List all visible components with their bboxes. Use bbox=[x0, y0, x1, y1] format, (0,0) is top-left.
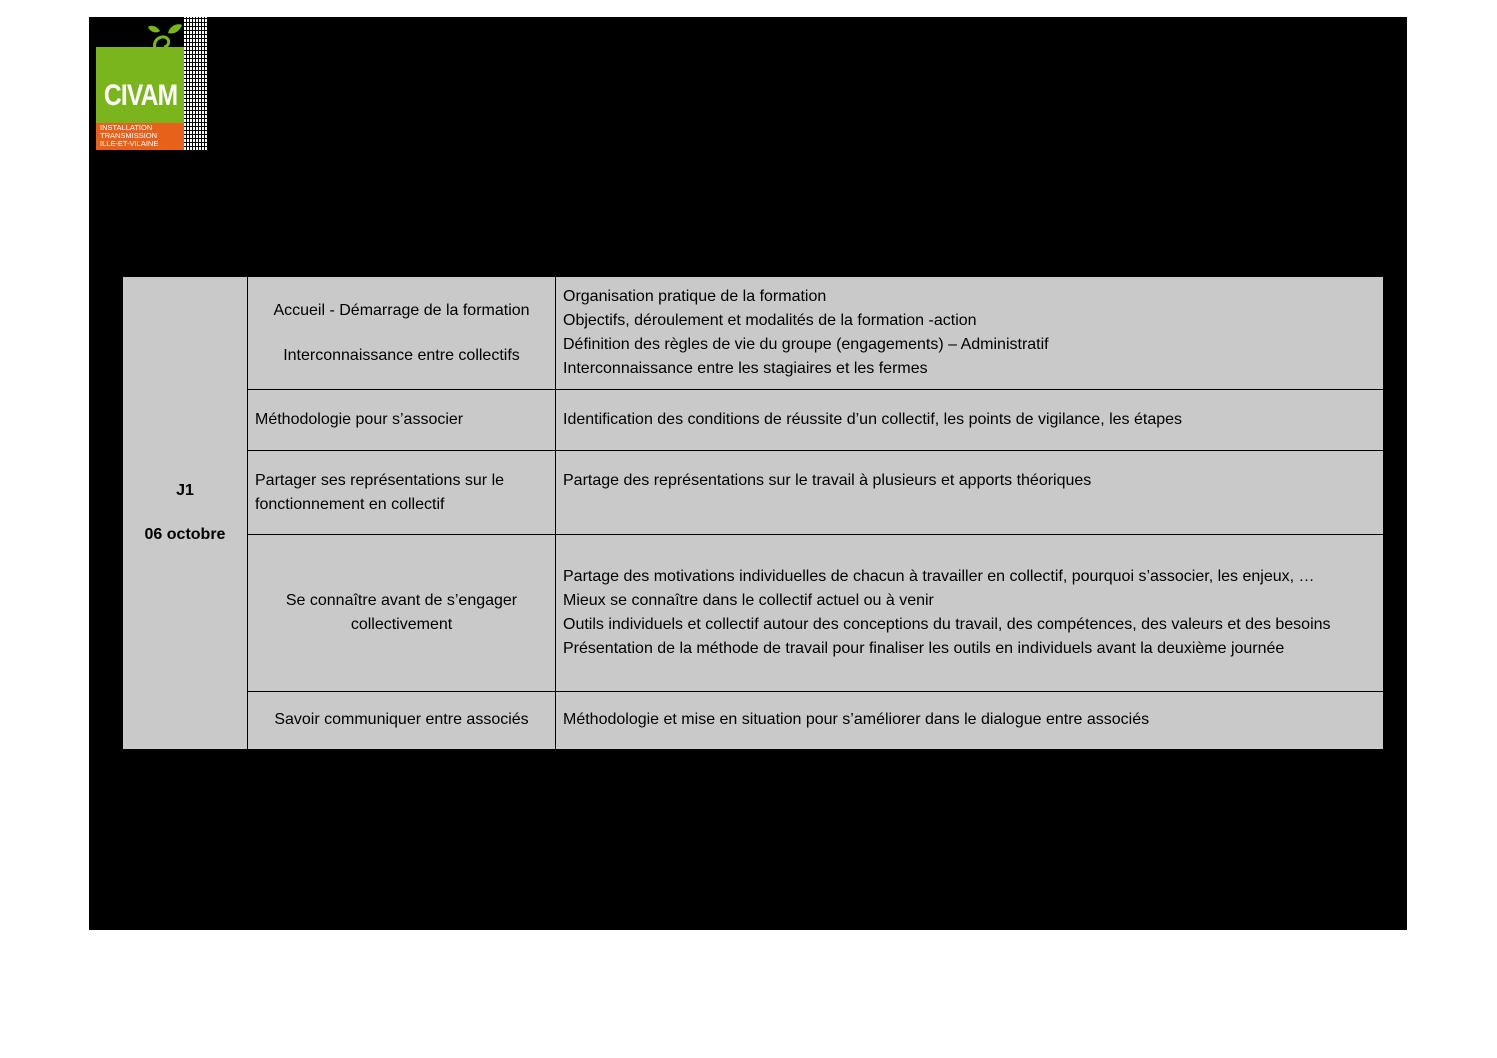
theme-cell bbox=[248, 451, 556, 534]
content-cell bbox=[556, 277, 1384, 390]
content-line: Objectifs, déroulement et modalités de la formation -action bbox=[563, 312, 977, 330]
theme-text: Savoir communiquer entre associés bbox=[274, 711, 529, 729]
table-row bbox=[123, 691, 1384, 749]
day-cell bbox=[123, 277, 248, 750]
content-line: Interconnaissance entre les stagiaires et les fermes bbox=[563, 360, 928, 378]
civam-logo bbox=[96, 17, 207, 150]
content-cell bbox=[556, 534, 1384, 691]
content-line: Partage des motivations individuelles de chacun à travailler en collectif, pourquoi s’associer, les enjeux, … bbox=[563, 567, 1315, 585]
content-cell bbox=[556, 451, 1384, 534]
content-cell bbox=[556, 390, 1384, 451]
table-row bbox=[123, 534, 1384, 691]
content-line: Définition des règles de vie du groupe (engagements) – Administratif bbox=[563, 336, 1049, 354]
theme-cell bbox=[248, 277, 556, 390]
day-date: 06 octobre bbox=[144, 526, 226, 543]
content-cell bbox=[556, 691, 1384, 749]
theme-cell bbox=[248, 390, 556, 451]
content-line: Présentation de la méthode de travail pour finaliser les outils en individuels avant la deuxième journée bbox=[563, 639, 1285, 657]
program-table bbox=[122, 276, 1384, 750]
content-line: Outils individuels et collectif autour des conceptions du travail, des compétences, des valeurs et des besoins bbox=[563, 615, 1331, 633]
content-line: Identification des conditions de réussite d’un collectif, les points de vigilance, les étapes bbox=[563, 411, 1183, 429]
theme-text: Accueil - Démarrage de la formation bbox=[273, 301, 530, 319]
content-line: Méthodologie et mise en situation pour s’améliorer dans le dialogue entre associés bbox=[563, 711, 1150, 729]
content-line: Organisation pratique de la formation bbox=[563, 288, 827, 306]
theme-text: Se connaître avant de s’engager collectivement bbox=[285, 591, 518, 633]
theme-text: Partager ses représentations sur le fonctionnement en collectif bbox=[255, 472, 505, 514]
theme-cell bbox=[248, 534, 556, 691]
theme-cell bbox=[248, 691, 556, 749]
logo-subtitle-line: ILLE-ET-VILAINE bbox=[100, 139, 159, 148]
logo-pattern bbox=[184, 17, 207, 150]
theme-text: Méthodologie pour s’associer bbox=[255, 411, 464, 429]
logo-subtitle-line: INSTALLATION bbox=[100, 123, 153, 132]
content-line: Partage des représentations sur le travail à plusieurs et apports théoriques bbox=[563, 472, 1092, 490]
table-row bbox=[123, 277, 1384, 390]
logo-subtitle-line: TRANSMISSION bbox=[100, 131, 158, 140]
day-label: J1 bbox=[176, 482, 194, 499]
logo-wordmark: CIVAM bbox=[103, 79, 178, 112]
content-line: Mieux se connaître dans le collectif actuel ou à venir bbox=[563, 591, 934, 609]
table-row bbox=[123, 451, 1384, 534]
logo-subtitle bbox=[100, 124, 180, 148]
theme-text: Interconnaissance entre collectifs bbox=[283, 346, 520, 364]
table-row bbox=[123, 390, 1384, 451]
